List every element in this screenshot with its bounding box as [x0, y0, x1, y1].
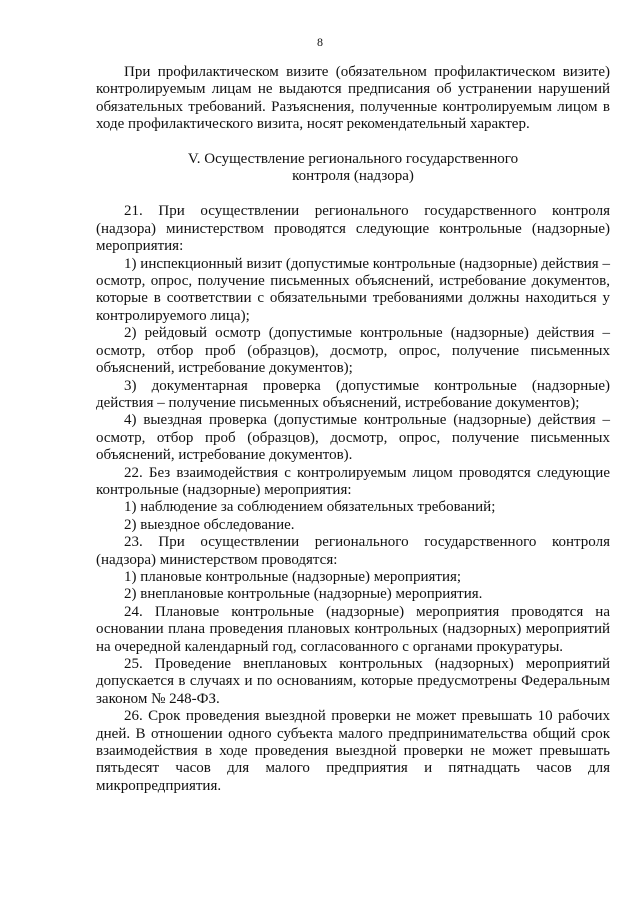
paragraph-23: 23. При осуществлении регионального государственного контроля (надзора) министерством проводятся:	[96, 534, 610, 568]
page-number: 8	[317, 35, 323, 49]
list-item-22-2: 2) выездное обследование.	[124, 516, 295, 533]
list-item-21-2: 2) рейдовый осмотр (допустимые контрольные (надзорные) действия – осмотр, отбор проб (образцов), досмотр, опрос, получение письменных объяснений, истребование документов);	[96, 325, 610, 377]
section-heading-line-2: контроля (надзора)	[292, 168, 414, 185]
document-body	[96, 64, 610, 795]
list-item-23-2: 2) внеплановые контрольные (надзорные) мероприятия.	[124, 586, 483, 603]
paragraph-24: 24. Плановые контрольные (надзорные) мероприятия проводятся на основании плана проведения плановых контрольных (надзорных) мероприятий на очередной календарный год, согласованного с органами прокуратуры.	[96, 603, 610, 655]
list-item-21-4: 4) выездная проверка (допустимые контрольные (надзорные) действия – осмотр, отбор проб (образцов), досмотр, опрос, получение письменных объяснений, истребование документов).	[96, 412, 610, 464]
list-item-23-1: 1) плановые контрольные (надзорные) мероприятия;	[124, 568, 462, 585]
paragraph-21: 21. При осуществлении регионального государственного контроля (надзора) министерством проводятся следующие контрольные (надзорные) мероприятия:	[96, 203, 610, 255]
list-item-21-3: 3) документарная проверка (допустимые контрольные (надзорные) действия – получение письменных объяснений, истребование документов);	[96, 377, 610, 411]
paragraph-26: 26. Срок проведения выездной проверки не может превышать 10 рабочих дней. В отношении одного субъекта малого предпринимательства общий срок взаимодействия в ходе проведения выездной проверки не может превышать пятьдесят часов для малого предприятия и пятнадцать часов для микропредприятия.	[96, 708, 610, 794]
intro-paragraph: При профилактическом визите (обязательном профилактическом визите) контролируемым лицам не выдаются предписания об устранении нарушений обязательных требований. Разъяснения, полученные контролируемым лицом в ходе профилактического визита, носят рекомендательный характер.	[96, 64, 610, 133]
section-heading	[96, 151, 610, 186]
paragraph-22: 22. Без взаимодействия с контролируемым лицом проводятся следующие контрольные (надзорные) мероприятия:	[96, 464, 610, 498]
section-heading-line-1: V. Осуществление регионального государственного	[187, 150, 519, 167]
list-item-21-1: 1) инспекционный визит (допустимые контрольные (надзорные) действия – осмотр, опрос, получение письменных объяснений, истребование документов, которые в соответствии с обязательными требованиями должны находиться у контролируемого лица);	[96, 255, 610, 324]
list-item-22-1: 1) наблюдение за соблюдением обязательных требований;	[124, 499, 496, 516]
paragraph-25: 25. Проведение внеплановых контрольных (надзорных) мероприятий допускается в случаях и по основаниям, которые предусмотрены Федеральным законом № 248-ФЗ.	[96, 656, 610, 707]
